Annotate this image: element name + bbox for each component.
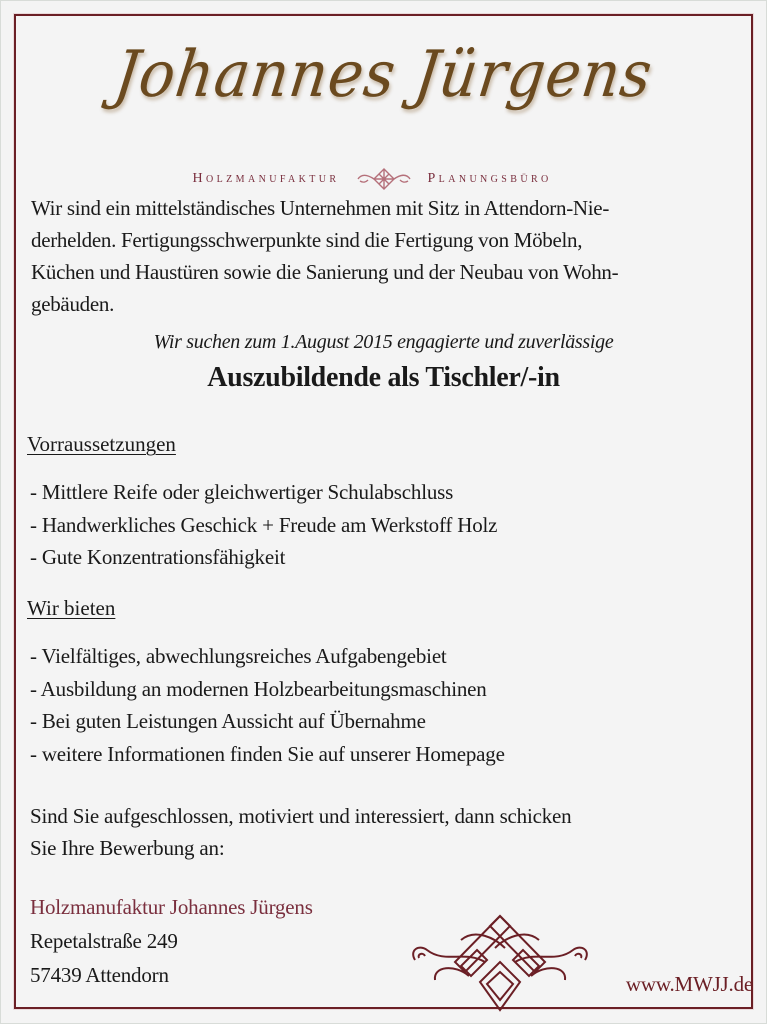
list-item: - Ausbildung an modernen Holzbearbeitungsmaschinen	[30, 676, 487, 701]
company-logo-script: Johannes Jürgens	[110, 38, 657, 112]
list-item: - weitere Informationen finden Sie auf unserer Homepage	[30, 741, 505, 766]
offer-subtitle: Wir suchen zum 1.August 2015 engagierte und zuverlässige	[153, 331, 614, 353]
celtic-knot-ornament-icon	[405, 910, 595, 1020]
address-street: Repetalstraße 249	[30, 929, 178, 953]
list-item: - Gute Konzentrationsfähigkeit	[30, 545, 286, 569]
list-item: - Handwerkliches Geschick + Freude am Werkstoff Holz	[30, 512, 498, 537]
requirements-list	[30, 476, 497, 574]
intro-line: derhelden. Fertigungsschwerpunkte sind die Fertigung von Möbeln,	[31, 228, 583, 252]
tagline	[16, 167, 751, 191]
intro-line: Wir sind ein mittelständisches Unternehmen mit Sitz in Attendorn-Nie-	[31, 196, 610, 220]
benefits-heading: Wir bieten	[27, 596, 116, 620]
closing-line: Sie Ihre Bewerbung an:	[30, 836, 225, 860]
address-company: Holzmanufaktur Johannes Jürgens	[30, 895, 313, 919]
knot-ornament-icon	[354, 167, 414, 191]
closing-paragraph	[30, 800, 571, 864]
benefits-list	[30, 640, 505, 770]
list-item: - Mittlere Reife oder gleichwertiger Schulabschluss	[30, 480, 454, 504]
requirements-heading: Vorraussetzungen	[27, 432, 176, 456]
intro-line: gebäuden.	[31, 292, 115, 316]
list-item: - Vielfältiges, abwechlungsreiches Aufgabengebiet	[30, 644, 447, 668]
website-link[interactable]: www.MWJJ.de	[625, 972, 753, 996]
closing-line: Sind Sie aufgeschlossen, motiviert und interessiert, dann schicken	[30, 804, 572, 828]
tagline-left: Holzmanufaktur	[192, 171, 340, 186]
contact-address	[30, 890, 313, 992]
job-title: Auszubildende als Tischler/-in	[207, 362, 560, 393]
intro-paragraph	[31, 192, 731, 320]
list-item: - Bei guten Leistungen Aussicht auf Übernahme	[30, 709, 426, 733]
tagline-right: Planungsbüro	[427, 171, 552, 186]
intro-line: Küchen und Haustüren sowie die Sanierung und der Neubau von Wohn-	[31, 260, 619, 284]
address-city: 57439 Attendorn	[30, 963, 169, 987]
